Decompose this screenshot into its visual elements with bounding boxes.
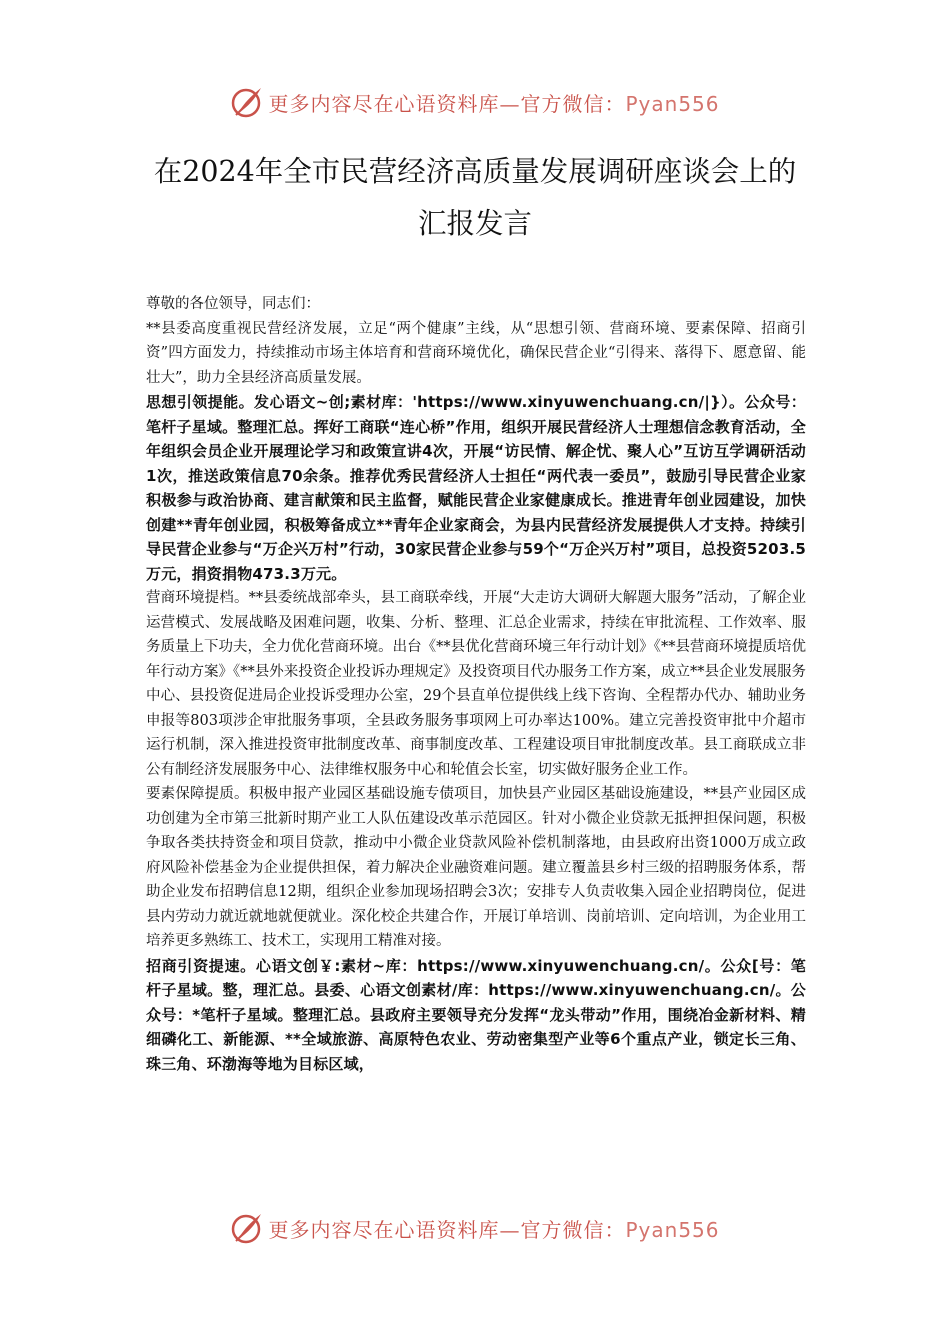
banner-wechat-id: Pyan556 (625, 91, 720, 116)
feather-pen-logo-icon (230, 1211, 264, 1245)
intro-paragraph: **县委高度重视民营经济发展，立足“两个健康”主线，从“思想引领、营商环境、要素保障、招商引资”四方面发力，持续推动市场主体培育和营商环境优化，确保民营企业“引得来、落得下、愿意留、能壮大”，助力全县经济高质量发展。 (146, 320, 806, 386)
header-banner (0, 82, 950, 122)
section-business-environment: 营商环境提档。**县委统战部牵头，县工商联牵线，开展“大走访大调研大解题大服务”活动，了解企业运营模式、发展战略及困难问题，收集、分析、整理、汇总企业需求，持续在审批流程、工作效率、服务质量上下功夫，全力优化营商环境。出台《**县优化营商环境三年行动计划》《**县营商环境提质培优年行动方案》《**县外来投资企业投诉办理规定》及投资项目代办服务工作方案，成立**县企业发展服务中心、县投资促进局企业投诉受理办公室，29个县直单位提供线上线下咨询、全程帮办代办、辅助业务申报等803项涉企审批服务事项，全县政务服务事项网上可办率达100%。建立完善投资审批中介超市运行机制，深入推进投资审批制度改革、商事制度改革、工程建设项目审批制度改革。县工商联成立非公有制经济发展服务中心、法律维权服务中心和轮值会长室，切实做好服务企业工作。 (146, 590, 806, 778)
banner-wechat-id: Pyan556 (625, 1217, 720, 1242)
section-factor-guarantee: 要素保障提质。积极申报产业园区基础设施专债项目，加快县产业园区基础设施建设，**县产业园区成功创建为全市第三批新时期产业工人队伍建设改革示范园区。针对小微企业贷款无抵押担保问题，积极争取各类扶持资金和项目贷款，推动中小微企业贷款风险补偿机制落地，由县政府出资1000万成立政府风险补偿基金为企业提供担保，着力解决企业融资难问题。建立覆盖县乡村三级的招聘服务体系，帮助企业发布招聘信息12期，组织企业参加现场招聘会3次；安排专人负责收集入园企业招聘岗位，促进县内劳动力就近就地就便就业。深化校企共建合作，开展订单培训、岗前培训、定向培训，为企业用工培养更多熟练工、技术工，实现用工精准对接。 (146, 786, 806, 949)
salutation: 尊敬的各位领导，同志们： (146, 296, 320, 312)
section-investment-promotion: 招商引资提速。心语文创￥:素材~库：https://www.xinyuwenchuang.cn/。公众[号：笔杆子星域。整，理汇总。县委、心语文创素材/库：https://www.xinyuwenchuang.cn/。公众号：*笔杆子星域。整理汇总。县政府主要领导充分发挥“龙头带动”作用，围绕冶金新材料、精细磷化工、新能源、**全域旅游、高原特色农业、劳动密集型产业等6个重点产业，锁定长三角、珠三角、环渤海等地为目标区域， (146, 956, 806, 1073)
title-line-2: 汇报发言 (417, 207, 532, 240)
document-title (0, 146, 950, 250)
title-line-1: 在2024年全市民营经济高质量发展调研座谈会上的 (153, 155, 797, 188)
footer-banner (0, 1208, 950, 1248)
document-body (146, 292, 806, 1076)
banner-text: 更多内容尽在心语资料库—官方微信：Pyan556 (268, 91, 720, 116)
section-thought-guidance: 思想引领提能。发心语文~创;素材库：'https://www.xinyuwenchuang.cn/|}）。公众号：笔杆子星域。整理汇总。挥好工商联“连心桥”作用，组织开展民营经济人士理想信念教育活动，全年组织会员企业开展理论学习和政策宣讲4次，开展“访民情、解企忧、聚人心”互访互学调研活动1次，推送政策信息70余条。推荐优秀民营经济人士担任“两代表一委员”，鼓励引导民营企业家积极参与政治协商、建言献策和民主监督，赋能民营企业家健康成长。推进青年创业园建设，加快创建**青年创业园，积极筹备成立**青年企业家商会，为县内民营经济发展提供人才支持。持续引导民营企业参与“万企兴万村”行动，30家民营企业参与59个“万企兴万村”项目，总投资5203.5万元，捐资捐物473.3万元。 (146, 393, 806, 583)
feather-pen-logo-icon (230, 85, 264, 119)
banner-text: 更多内容尽在心语资料库—官方微信：Pyan556 (268, 1217, 720, 1242)
